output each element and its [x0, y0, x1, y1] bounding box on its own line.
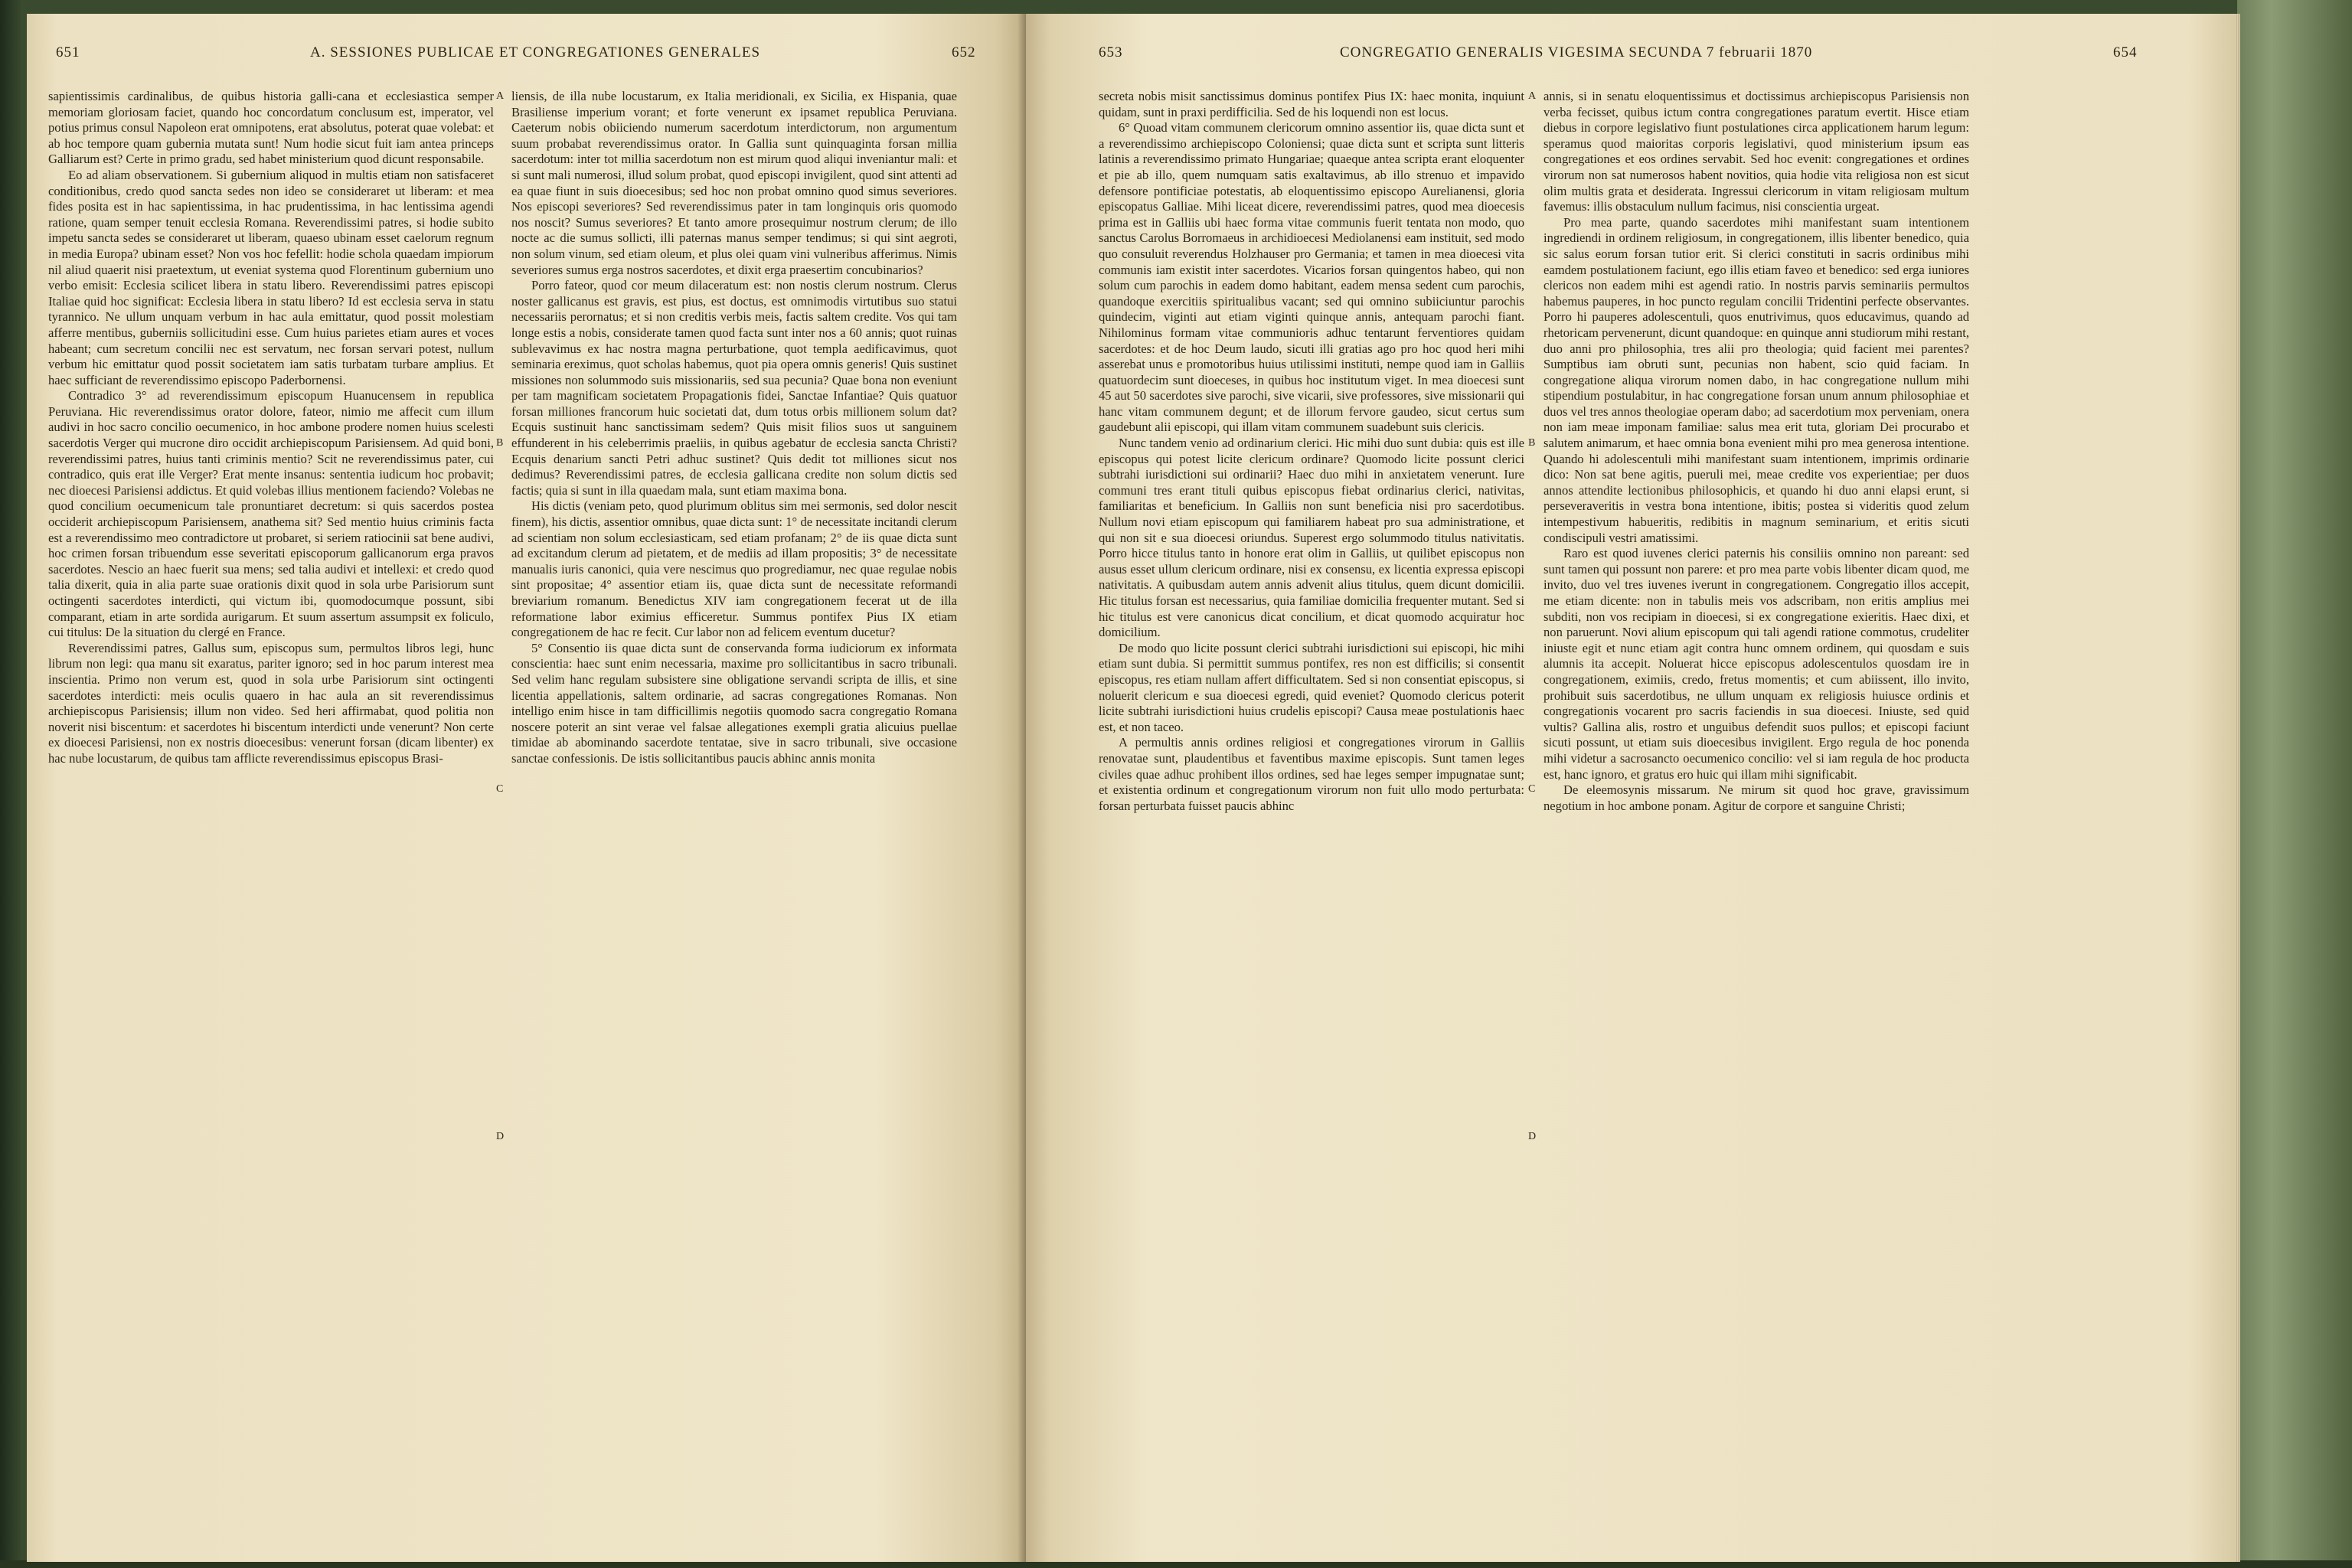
- page-number: 652: [952, 44, 976, 60]
- margin-letter: D: [496, 1131, 505, 1142]
- paragraph: sapientissimis cardinalibus, de quibus historia galli-cana et ecclesiastica semper memoriam gloriosam faciet, quando hoc concordatum conclusum est, imperator, vel potius primus consul Napoleon erat omnipotens, erat absolutus, poterat quae volebat: et ab hoc tempore quam gubernia mutata sunt! Num hodie sicut fuit iam antea princeps Galliarum est? Certe in primo gradu, sed habet ministerium quod dicunt responsabile.: [48, 89, 494, 167]
- paragraph: Porro fateor, quod cor meum dilaceratum est: non nostis clerum nostrum. Clerus noster gallicanus est gravis, est pius, est doctus, est omnimodis virtutibus suo statui necessariis perornatus; et si non creditis verbis meis, factis saltem credite. Vos qui tam longe estis a nobis, considerate tamen quod facta sunt inter nos a 60 annis; quot ruinas sublevavimus ex hac nostra magna perturbatione, quot templa aedificavimus, quot seminaria ereximus, quot scholas habemus, quot pia opera omnis generis! Quis sustinet missiones non solummodo suis missionariis, sed sua pecunia? Quae bona non eveniunt per tam magnificam societatem Propagationis fidei, Sanctae Infantiae? Quis quatuor forsan milliones francorum huic societati dat, dum totus orbis millionem solum dat? Ecquis sustinuit hanc sanctissimam sedem? Quis misit filios suos ut sanguinem effunderent in his celeberrimis praeliis, in quibus agebatur de ecclesia sancta Christi? Ecquis denarium sancti Petri adhuc sustinet? Quis dedit tot milliones sicut nos dedimus? Reverendissimi patres, de ecclesia gallicana credite non solum dictis sed factis; quia si sunt in illa quaedam mala, sunt etiam maxima bona.: [511, 278, 957, 498]
- margin-letter: B: [496, 437, 504, 449]
- paragraph: secreta nobis misit sanctissimus dominus pontifex Pius IX: haec monita, inquiunt quidam, sunt in praxi perdifficilia. Sed de his loquendi non est locus.: [1099, 89, 1524, 119]
- page-number: 654: [2113, 44, 2138, 60]
- paragraph: Reverendissimi patres, Gallus sum, episcopus sum, permultos libros legi, hunc librum non legi: qua manu sit exaratus, pariter ignoro; sed in hoc parum interest mea inscientia. Primo non verum est, quod in sola urbe Parisiorum sint octingenti sacerdotes interdicti: meis oculis quaero in hac aula an sit reverendissimus archiepiscopus Parisiensis; illum non video. Sed heri affirmabat, quod politia non noverit nisi biscentum: et sacerdotes hi biscentum interdicti unde venerunt? Non certe ex dioecesi Parisiensi, non ex nostris dioecesibus: venerunt forsan (dicam libenter) ex hac nube locustarum, de quibus tam afflicte reverendissimus episcopus Brasi-: [48, 640, 494, 766]
- paragraph: Eo ad aliam observationem. Si gubernium aliquod in multis etiam non satisfaceret conditionibus, credo quod sancta sedes non ideo se consideraret ut liberam: et mea fides posita est in hac sapientissima, in hac prudentissima, in hac lentissima agendi ratione, quam semper tenuit ecclesia Romana. Reverendissimi patres, si hodie subito impetu sancta sedes se consideraret ut liberam, quaeso ubinam esset caelorum regnum in media Europa? ubinam esset? Non vos hoc fefellit: hodie schola quaedam impiorum nil aliud quaerit nisi praetextum, ut eveniat systema quod Florentinum gubernium uno verbo emisit: Ecclesia scilicet libera in statu libero. Reverendissimi patres episcopi Italiae quid hoc significat: Ecclesia libera in statu libero? Id est ecclesia serva in statu tyrannico. Ne ullum unquam verbum in hac aula emittatur, quod possit molestiam afferre mentibus, guberniis sollicitudini esse. Cum huius parietes etiam aures et voces habeant; cum secretum concilii nec est servatum, nec forsan servari potest, nullum verbum hic emittatur quod possit societatem iam satis turbatam turbare amplius. Et haec sufficiant de reverendissimo episcopo Paderbornensi.: [48, 167, 494, 387]
- right-page-column-a: [1099, 89, 1524, 814]
- paragraph: De modo quo licite possunt clerici subtrahi iurisdictioni sui episcopi, hic mihi etiam sunt dubia. Si permittit summus pontifex, res non est difficilis; si consentit episcopus, res etiam nullam affert difficultatem. Sed si non consentiat episcopus, si noluerit clericum e sua dioecesi egredi, quid eveniet? Quomodo clericus poterit licite subtrahi iurisdictioni huius crudelis episcopi? Causa meae postulationis haec est, et non taceo.: [1099, 640, 1524, 734]
- book-cover-edge: [2237, 0, 2352, 1568]
- paragraph: 6° Quoad vitam communem clericorum omnino assentior iis, quae dicta sunt et a reverendissimo archiepiscopo Coloniensi; quae dicta sunt et scripta sunt litteris latinis a reverendissimo primato Hungariae; quaeque antea scripta erant eloquenter et pie ab illo, quem numquam satis exaltavimus, ab illo strenuo et impavido defensore pontificiae potestatis, ab eloquentissimo episcopo Aurelianensi, gloria episcopatus Galliae. Mihi liceat dicere, reverendissimi patres, quod mea dioecesis prima est in Galliis ubi haec forma vitae communis fuerit tentata non modo, quo sanctus Carolus Borromaeus in archidioecesi Mediolanensi eam instituit, sed modo quo consuluit reverendus Holzhauser pro Germania; et tamen in mea dioecesi vita communis iam existit inter sacerdotes. Vicarios forsan quingentos habeo, qui non solum cum parochis in eadem domo habitant, eadem mensa sedent cum parochis, quandoque exercitiis spiritualibus vacant; sed qui omnino subiiciuntur parochis quindecim, viginti aut etiam viginti quinque annis, antequam parochi fiant. Nihilominus formam vitae communioris adhuc tentarunt ferventiores quidam sacerdotes: et de hoc Deum laudo, sicuti illi gratias ago pro hoc quod heri mihi asserebat unus e promotoribus huius utilissimi instituti, nempe quod iam in Galliis quatuordecim sunt dioeceses, in quibus hoc institutum viget. In mea dioecesi sunt 45 aut 50 sacerdotes sive parochi, sive vicarii, sive professores, sive missionarii qui hanc vitam communem degunt; et de illorum fervore gaudeo, sicut certus sum gaudebunt alii episcopi, qui illam vitam communem suadebunt suis clericis.: [1099, 120, 1524, 435]
- margin-letter: D: [1528, 1131, 1537, 1142]
- margin-letter: C: [1528, 783, 1536, 795]
- page-block-edge: [2236, 14, 2240, 1562]
- margin-letter: B: [1528, 437, 1536, 449]
- running-title: A. SESSIONES PUBLICAE ET CONGREGATIONES GENERALES: [310, 44, 761, 60]
- paragraph: liensis, de illa nube locustarum, ex Italia meridionali, ex Sicilia, ex Hispania, quae Brasiliense imperium vorant; et forte venerunt ex ipsamet republica Peruviana. Caeterum nobis obiiciendo numerum sacerdotum interdictorum, non argumentum suum probabat reverendissimus orator. In Gallia sunt quinquaginta forsan millia sacerdotum: inter tot millia sacerdotum non est mirum quod aliqui inveniantur mali: et si sunt mali numerosi, illud solum probat, quod episcopi invigilent, quod sint attenti ad ea quae fiunt in suis dioecesibus; sed hoc non probat omnino quod simus severiores. Nos episcopi severiores? Sed reverendissimus pater in tam longinquis oris quomodo nos noscit? Sumus severiores? Et tanto amore prosequimur nostrum clerum; de illo nocte ac die sumus sollicti, illi paternas manus semper tendimus; si qui sint aegroti, non solum vinum, sed etiam oleum, et plus olei quam vini vulneribus afferimus. Nimis severiores sumus erga nostros sacerdotes, et dixit erga praesertim concubinarios?: [511, 89, 957, 277]
- paragraph: 5° Consentio iis quae dicta sunt de conservanda forma iudiciorum ex informata conscientia: haec sunt enim necessaria, maxime pro sollicitantibus in sacro tribunali. Sed velim hanc regulam subsistere sine obligatione servandi scripta de illis, et sine licentia appellationis, saltem ordinarie, ad sacras congregationes Romanas. Non intelligo enim hisce in tam difficillimis negotiis quomodo sacra congregatio Romana noscere poterit an sint verae vel falsae allegationes exempli gratia alicuius puellae timidae ab abominando sacerdote tentatae, sive in sacro tribunali, sive occasione sanctae confessionis. De istis sollicitantibus paucis abhinc annis monita: [511, 640, 957, 766]
- margin-letter: A: [496, 90, 505, 102]
- running-title: CONGREGATIO GENERALIS VIGESIMA SECUNDA 7 februarii 1870: [1340, 44, 1813, 60]
- paragraph: De eleemosynis missarum. Ne mirum sit quod hoc grave, gravissimum negotium in hoc ambone ponam. Agitur de corpore et sanguine Christi;: [1544, 782, 1969, 813]
- left-page-column-a: [48, 89, 494, 767]
- margin-letter: C: [496, 783, 504, 795]
- right-page: [1026, 14, 2237, 1562]
- paragraph: Raro est quod iuvenes clerici paternis his consiliis omnino non pareant: sed sunt tamen qui possunt non parere: et pro mea parte vobis libenter dicam quod, me invito, duo vel tres iuvenes iverunt in congregationem. Congregatio illos accepit, me etiam dicente: non in tabulis meis vos adscribam, non eritis amplius mei subditi, non vos recipiam in dioecesi, si ex congregatione exieritis. Haec dixi, et non paruerunt. Novi alium episcopum qui tali agendi ratione commotus, crudeliter iniuste egit et nunc etiam agit contra hunc omnem ordinem, qui quosdam e suis alumnis ita accepit. Noluerat hicce episcopus adolescentulos quosdam ire in congregationem, eximiis, credo, fretus momentis; et cum abiissent, illo invito, prohibuit suis sacerdotibus, ne ullum unquam ex religiosis huiusce ordinis et congregationis vocarent pro sacris faciendis in sua dioecesi. Iniuste, sed quid vultis? Gallina alis, rostro et unguibus defendit suos pullos; et episcopi faciunt sicuti possunt, ut etiam suis dioecesibus invigilent. Ergo regula de hoc ponenda mihi videtur a sacrosancto oecumenico concilio: vel si iam regula de hoc producta est, hanc ignoro, et gratus ero huic qui illam mihi significabit.: [1544, 546, 1969, 782]
- paragraph: His dictis (veniam peto, quod plurimum oblitus sim mei sermonis, sed dolor nescit finem), his dictis, assentior omnibus, quae dicta sunt: 1° de necessitate incitandi clerum ad scientiam non solum ecclesiasticam, sed etiam profanam; 2° de iis quae dicta sunt ad excitandum clerum ad pietatem, et de mediis ad illam propositis; 3° de necessitate manualis iuris canonici, quia vere nescimus quo progrediamur, nec quae regulae nobis sint propositae; 4° assentior etiam iis, quae dicta sunt de necessitate reformandi breviarium romanum. Benedictus XIV iam congregationem fecerat ut de illa reformatione labor eximius efficeretur. Summus pontifex Pius IX etiam congregationem de hac re fecit. Cur labor non ad felicem eventum ducetur?: [511, 498, 957, 640]
- paragraph: A permultis annis ordines religiosi et congregationes virorum in Galliis renovatae sunt, plaudentibus et faventibus maxime episcopis. Sunt tamen leges civiles quae adhuc prohibent illos ordines, sed hae leges semper impugnatae sunt; et existentia ordinum et congregationum virorum non fuit ullo modo perturbata: forsan perturbata fuisset paucis abhinc: [1099, 735, 1524, 813]
- left-page-header: [27, 44, 1026, 67]
- paragraph: annis, si in senatu eloquentissimus et doctissimus archiepiscopus Parisiensis non verba fecisset, quibus ictum contra congregationes paratum evertit. Hisce etiam diebus in corpore legislativo fiunt postulationes circa applicationem harum legum: speramus quod maioritas corporis legislativi, quod ministerium ipsum eas congregationes et eos ordines servabit. Sed hoc evenit: congregationes et ordines virorum non sat numerosos habent novitios, quia hodie vita religiosa non est sicut olim multis grata et desiderata. Ingressui clericorum in vitam religiosam multum favemus: illis obstaculum nullum facimus, nisi conscientia urgeat.: [1544, 89, 1969, 214]
- margin-letter: A: [1528, 90, 1537, 102]
- left-page-column-b: [511, 89, 957, 767]
- page-number: 653: [1099, 44, 1123, 60]
- left-page: [27, 14, 1026, 1562]
- paragraph: Contradico 3° ad reverendissimum episcopum Huanucensem in republica Peruviana. Hic reverendissimus orator dolore, fateor, nimio me affecit cum illum audivi in hoc sacro concilio oecumenico, in hoc ambone prodere nomen huius scelesti sacerdotis Verger qui mucrone diro occidit archiepiscopum Parisiensem. Ad quid boni, reverendissimi patres, huius tanti criminis mentio? Scit ne reverendissimus pater, cui contradico, quis erat ille Verger? Erat mente insanus: sententia iudicum hoc probavit; nec dioecesi Parisiensi addictus. Et quid volebas illius mentionem faciendo? Volebas ne quod concilium oecumenicum tale pronuntiaret decretum: si quis sacerdos postea occiderit archiepiscopum Parisiensem, anathema sit? Sed mentio huius criminis facta est a reverendissimo meo contradictore ut probaret, si seriem ratiocinii sat bene audivi, hoc crimen forsan tribuendum esse severitati episcoporum gallicanorum erga pravos sacerdotes. Nescio an haec fuerit sua mens; sed talia audivi et intellexi: et credo quod talia dixerit, quia in alia parte suae orationis dixit quod in sola urbe Parisiorum sunt octingenti sacerdotes interdicti, qui victum ibi, quomodocumque possunt, sibi comparant, etiam in arte sordida aurigarum. Et suum assertum assumpsit ex foliculo, cui titulus: De la situation du clergé en France.: [48, 388, 494, 640]
- page-number: 651: [56, 44, 80, 60]
- paragraph: Nunc tandem venio ad ordinarium clerici. Hic mihi duo sunt dubia: quis est ille episcopus qui potest licite clericum ordinare? Quomodo licite possunt clerici subtrahi iurisdictioni sui ordinarii? Haec duo mihi in anxietatem venerunt. Iure communi tres erant tituli quibus episcopus fiebat ordinarius clerici, nativitas, familiaritas et beneficium. In Galliis non sunt beneficia nisi pro sacerdotibus. Nullum novi etiam episcopum qui familiarem habeat pro sua administratione, et qui non sit e sua dioecesi oriundus. Superest ergo solummodo titulus nativitatis. Porro hicce titulus tanto in honore erat olim in Galliis, ut quilibet episcopus non ausus esset ullum clericum ordinare, nisi ex consensu, ex licentia expressa episcopi nativitatis. A quibusdam autem annis advenit alius titulus, quem dicunt domicilii. Hic titulus forsan est necessarius, quia familiae domicilia frequenter mutant. Sed si hic titulus est vere canonicus dicat concilium, et dicat quomodo acquiratur hoc domicilium.: [1099, 436, 1524, 640]
- right-page-column-b: [1544, 89, 1969, 814]
- desk-background-left: [0, 0, 23, 1568]
- paragraph: Pro mea parte, quando sacerdotes mihi manifestant suam intentionem ingrediendi in ordinem religiosum, in congregationem, illis libenter benedico, quia sic salus eorum forsan tutior erit. Si clerici constituti in sacris ordinibus mihi eamdem postulationem faciunt, ego illis etiam faveo et benedico: sed erga iuniores clericos non eadem mihi est agendi ratio. In nostris parvis seminariis permultos habemus pauperes, in hoc puncto regulam concilii Tridentini perfecte observantes. Porro hi pauperes adolescentuli, quos enutrivimus, quos educavimus, quando ad rhetoricam pervenerunt, dicunt quandoque: en quinque anni studiorum mihi restant, duo anni pro philosophia, tres alii pro theologia; quid facient mei parentes? Sumptibus iam obruti sunt, pecunias non habent, scio quid faciam. In congregatione aliqua virorum nomen dabo, in hac congregatione nullum mihi stipendium postulabitur, in hac congregatione forsan unum annum philosophiae et duos vel tres annos theologiae operam dabo; ad sacerdotium mox perveniam, onera non iam meae imponam familiae: salus mea erit tuta, gloriam Dei procurabo et salutem animarum, et haec omnia bona evenient mihi pro mea generosa intentione. Quando hi adolescentuli mihi manifestant suam intentionem, imprimis ordinarie dico: Non sat bene agitis, pueruli mei, meae credite vos experientiae; per duos annos attendite lectionibus philosophicis, et quando hi duo anni elapsi erunt, si perseveraveritis in vestra bona intentione, ibitis; postea si videritis quod zelum intempestivum habueritis, redibitis in magnum seminarium, et eritis sicuti condiscipuli vestri amatissimi.: [1544, 214, 1969, 545]
- right-page-header: [1026, 44, 2237, 67]
